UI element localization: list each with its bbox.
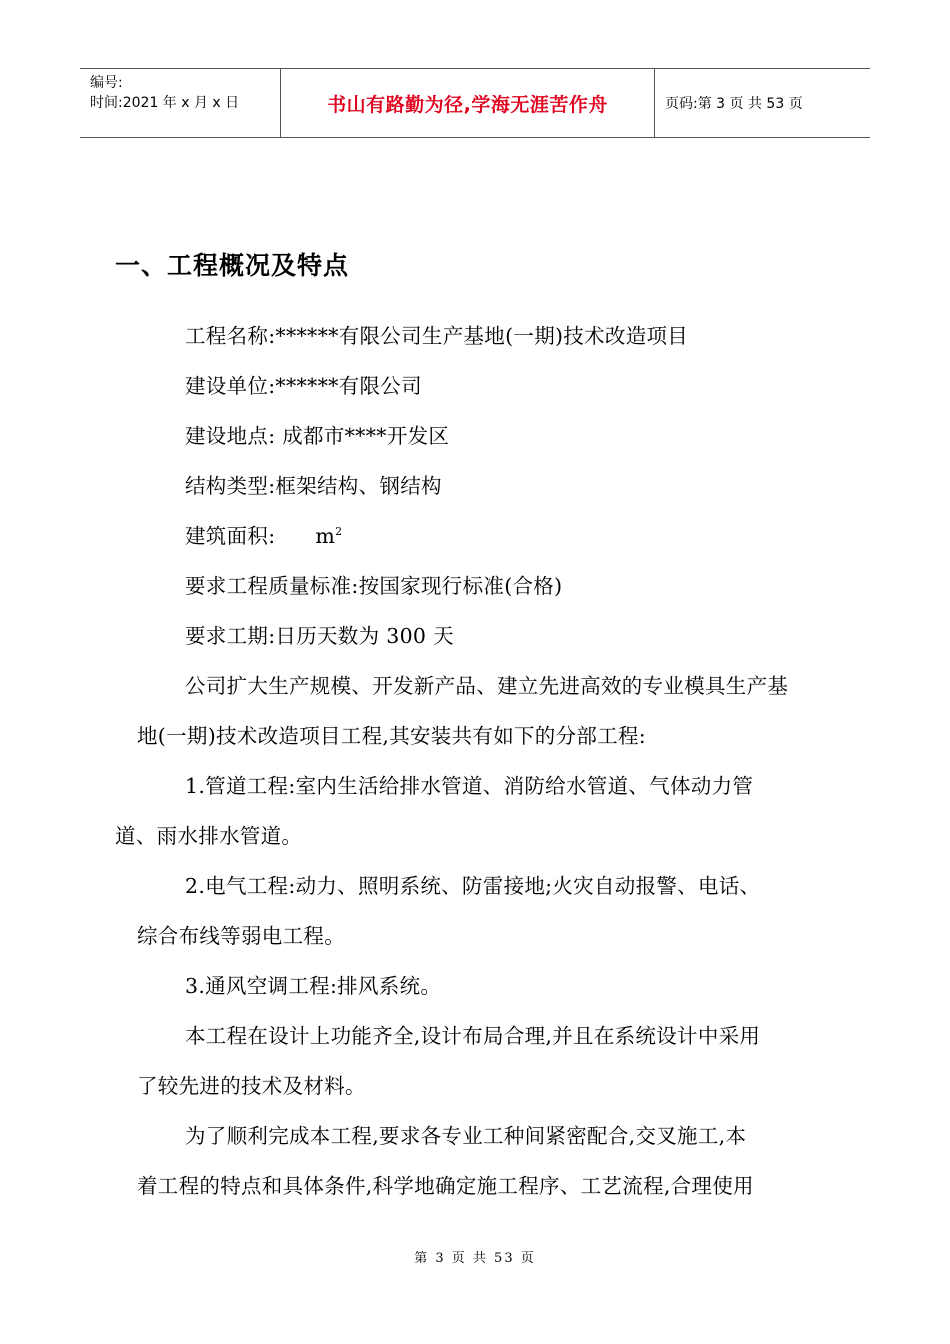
construction-owner: 建设单位:******有限公司 xyxy=(185,374,422,398)
area-unit: m xyxy=(315,524,336,548)
header-motto: 书山有路勤为径,学海无涯苦作舟 xyxy=(281,69,655,137)
building-area xyxy=(185,519,342,549)
construction-duration: 要求工期:日历天数为 300 天 xyxy=(185,624,454,648)
document-header xyxy=(80,68,870,138)
item-1-line-2: 道、雨水排水管道。 xyxy=(115,824,303,848)
paragraph-3-line-1: 为了顺利完成本工程,要求各专业工种间紧密配合,交叉施工,本 xyxy=(185,1124,747,1148)
item-2-line-1: 2.电气工程:动力、照明系统、防雷接地;火灾自动报警、电话、 xyxy=(185,874,761,898)
paragraph-2-line-1: 本工程在设计上功能齐全,设计布局合理,并且在系统设计中采用 xyxy=(185,1024,761,1048)
paragraph-1-line-2: 地(一期)技术改造项目工程,其安装共有如下的分部工程: xyxy=(137,724,647,748)
area-unit-superscript: 2 xyxy=(335,525,343,539)
item-2-line-2: 综合布线等弱电工程。 xyxy=(137,924,345,948)
paragraph-3-line-2: 着工程的特点和具体条件,科学地确定施工程序、工艺流程,合理使用 xyxy=(137,1174,754,1198)
page-footer: 第 3 页 共 53 页 xyxy=(414,1251,536,1266)
document-date: 时间:2021 年 x 月 x 日 xyxy=(90,95,240,111)
project-name: 工程名称:******有限公司生产基地(一期)技术改造项目 xyxy=(185,324,689,348)
item-3: 3.通风空调工程:排风系统。 xyxy=(185,974,442,998)
item-1-line-1: 1.管道工程:室内生活给排水管道、消防给水管道、气体动力管 xyxy=(185,774,754,798)
header-page-info: 页码:第 3 页 共 53 页 xyxy=(665,96,803,112)
paragraph-2-line-2: 了较先进的技术及材料。 xyxy=(137,1074,366,1098)
section-title: 一、工程概况及特点 xyxy=(115,251,350,280)
paragraph-1-line-1: 公司扩大生产规模、开发新产品、建立先进高效的专业模具生产基 xyxy=(185,674,789,698)
construction-location: 建设地点: 成都市****开发区 xyxy=(185,424,450,448)
quality-standard: 要求工程质量标准:按国家现行标准(合格) xyxy=(185,574,563,598)
structure-type: 结构类型:框架结构、钢结构 xyxy=(185,474,442,498)
header-meta-cell xyxy=(80,69,281,137)
document-number-label: 编号: xyxy=(90,75,123,91)
building-area-label: 建筑面积: xyxy=(185,524,276,548)
